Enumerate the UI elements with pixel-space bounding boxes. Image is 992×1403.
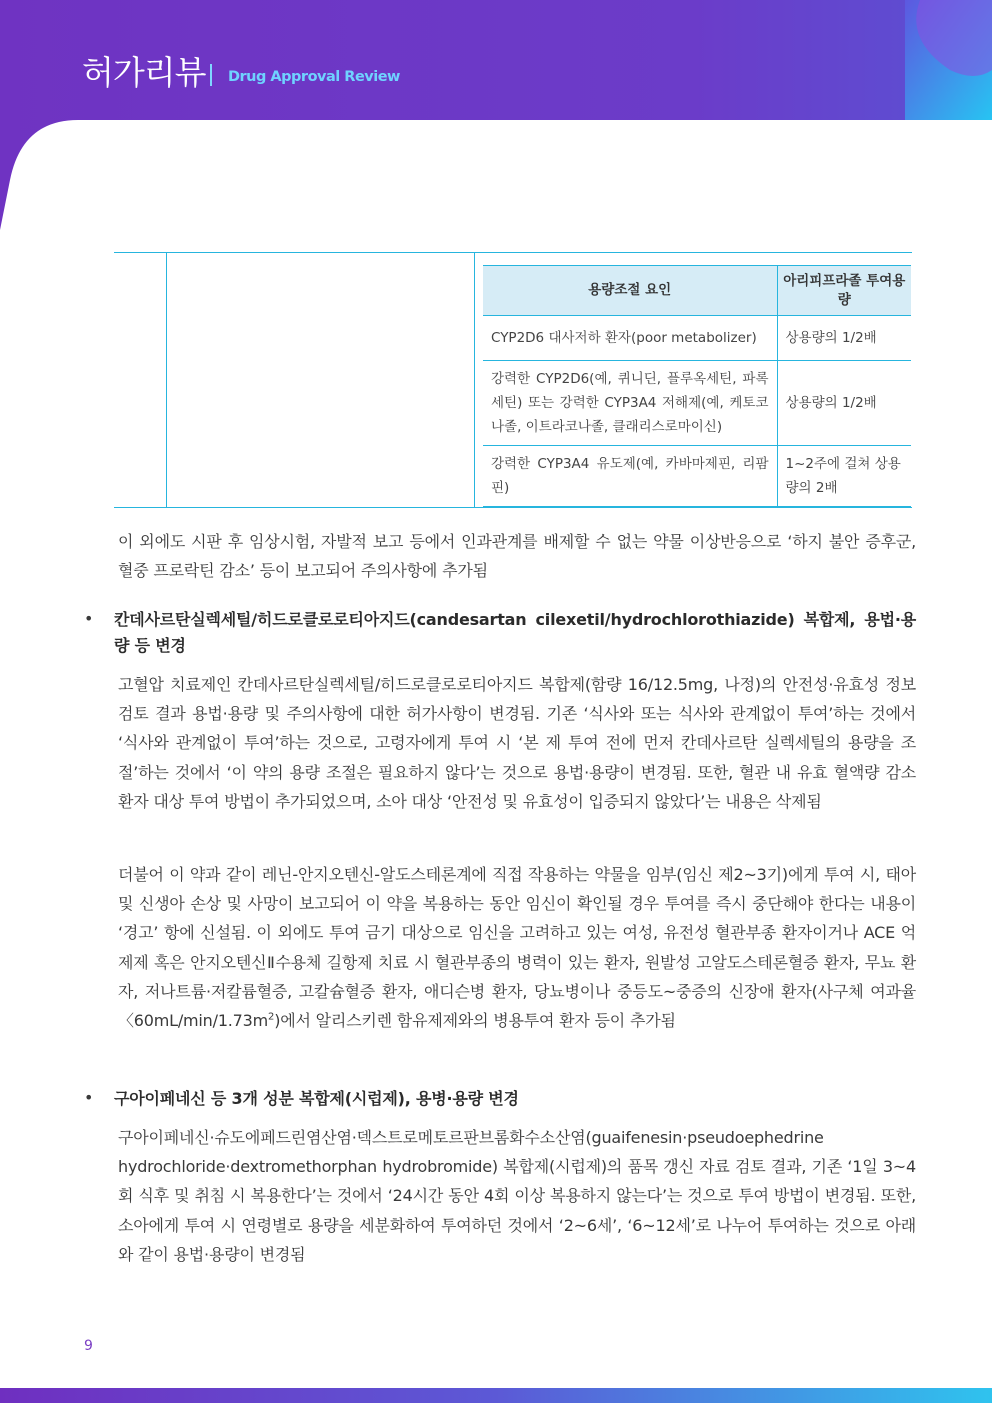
table-frame-divider [166,253,167,507]
brand-title-english: Drug Approval Review [228,69,400,85]
paragraph-text: 더불어 이 약과 같이 레닌-안지오텐신-알도스테론계에 직접 작용하는 약물을 임부(임신 제2~3기)에게 투여 시, 태아 및 신생아 손상 및 사망이 보고되어 이 약을 복용하는 동안 임신이 확인될 경우 투여를 즉시 중단해야 한다는 내용이 ‘경고’ 항에 신설됨. 이 외에도 투여 금기 대상으로 임신을 고려하고 있는 여성, 유전성 혈관부종 환자이거나 ACE 억제제 혹은 안지오텐신Ⅱ수용체 길항제 치료 시 혈관부종의 병력이 있는 환자, 원발성 고알도스테론혈증 환자, 무뇨 환자, 저나트륨·저칼륨혈증, 고칼슘혈증 환자, 애디슨병 환자, 당뇨병이나 중등도~중증의 신장애 환자(사구체 여과율 〈60mL/min/1.73m [118,865,916,1031]
table-row [483,361,911,446]
dose-adjustment-table [483,265,911,507]
table-cell: 강력한 CYP2D6(예, 퀴니딘, 플루옥세틴, 파록세틴) 또는 강력한 CYP3A4 저해제(예, 케토코나졸, 이트라코나졸, 클래리스로마이신) [483,361,777,446]
table-cell: 1~2주에 걸쳐 상용량의 2배 [777,446,911,507]
table-frame-divider [474,253,475,507]
page-number: 9 [84,1338,93,1354]
section-heading: 칸데사르탄실렉세틸/히드로클로로티아지드(candesartan cilexetil/hydrochlorothiazide) 복합제, 용법·용량 등 변경 [114,610,916,655]
table-header-row [483,266,911,316]
page-header [0,0,992,230]
table-cell: CYP2D6 대사저하 환자(poor metabolizer) [483,316,777,361]
table-cell: 상용량의 1/2배 [777,316,911,361]
header-banner-shape [0,0,992,230]
table-row [483,316,911,361]
footer-bar [0,1388,992,1403]
table-header-cell: 용량조절 요인 [483,266,777,316]
brand-divider [210,64,212,86]
body-paragraph: 고혈압 치료제인 칸데사르탄실렉세틸/히드로클로로티아지드 복합제(함량 16/12.5mg, 나정)의 안전성·유효성 정보 검토 결과 용법·용량 및 주의사항에 대한 허가사항이 변경됨. 기존 ‘식사와 또는 식사와 관계없이 투여’하는 것에서 ‘식사와 관계없이 투여’하는 것으로, 고령자에게 투여 시 ‘본 제 투여 전에 먼저 칸데사르탄 실렉세틸의 용량을 조절’하는 것에서 ‘이 약의 용량 조절은 필요하지 않다’는 것으로 용법·용량이 변경됨. 또한, 혈관 내 유효 혈액량 감소 환자 대상 투여 방법이 추가되었으며, 소아 대상 ‘안전성 및 유효성이 입증되지 않았다’는 내용은 삭제됨 [118,675,916,811]
table-header-cell: 아리피프라졸 투여용량 [777,266,911,316]
section-heading: 구아이페네신 등 3개 성분 복합제(시럽제), 용병·용량 변경 [114,1089,519,1108]
brand-title-korean: 허가리뷰 [82,53,206,92]
bullet-icon: • [84,1088,94,1107]
table-row [483,446,911,507]
paragraph-text: )에서 알리스키렌 함유제제와의 병용투여 환자 등이 추가됨 [274,1011,676,1031]
bullet-icon: • [84,609,94,628]
table-cell: 강력한 CYP3A4 유도제(예, 카바마제핀, 리팜핀) [483,446,777,507]
body-paragraph: 이 외에도 시판 후 임상시험, 자발적 보고 등에서 인과관계를 배제할 수 없는 약물 이상반응으로 ‘하지 불안 증후군, 혈중 프로락틴 감소’ 등이 보고되어 주의사항에 추가됨 [118,532,916,581]
body-paragraph: 구아이페네신·슈도에페드린염산염·덱스트로메토르판브롬화수소산염(guaifenesin·pseudoephedrine hydrochloride·dextromethorphan hydrobromide) 복합제(시럽제)의 품목 갱신 자료 검토 결과, 기존 ‘1일 3~4회 식후 및 취침 시 복용한다’는 것에서 ‘24시간 동안 4회 이상 복용하지 않는다’는 것으로 투여 방법이 변경됨. 또한, 소아에게 투여 시 연령별로 용량을 세분화하여 투여하던 것에서 ‘2~6세’, ‘6~12세’로 나누어 투여하는 것으로 아래와 같이 용법·용량이 변경됨 [118,1128,916,1264]
superscript: 2 [268,1011,275,1023]
body-paragraph [118,860,916,1035]
table-cell: 상용량의 1/2배 [777,361,911,446]
